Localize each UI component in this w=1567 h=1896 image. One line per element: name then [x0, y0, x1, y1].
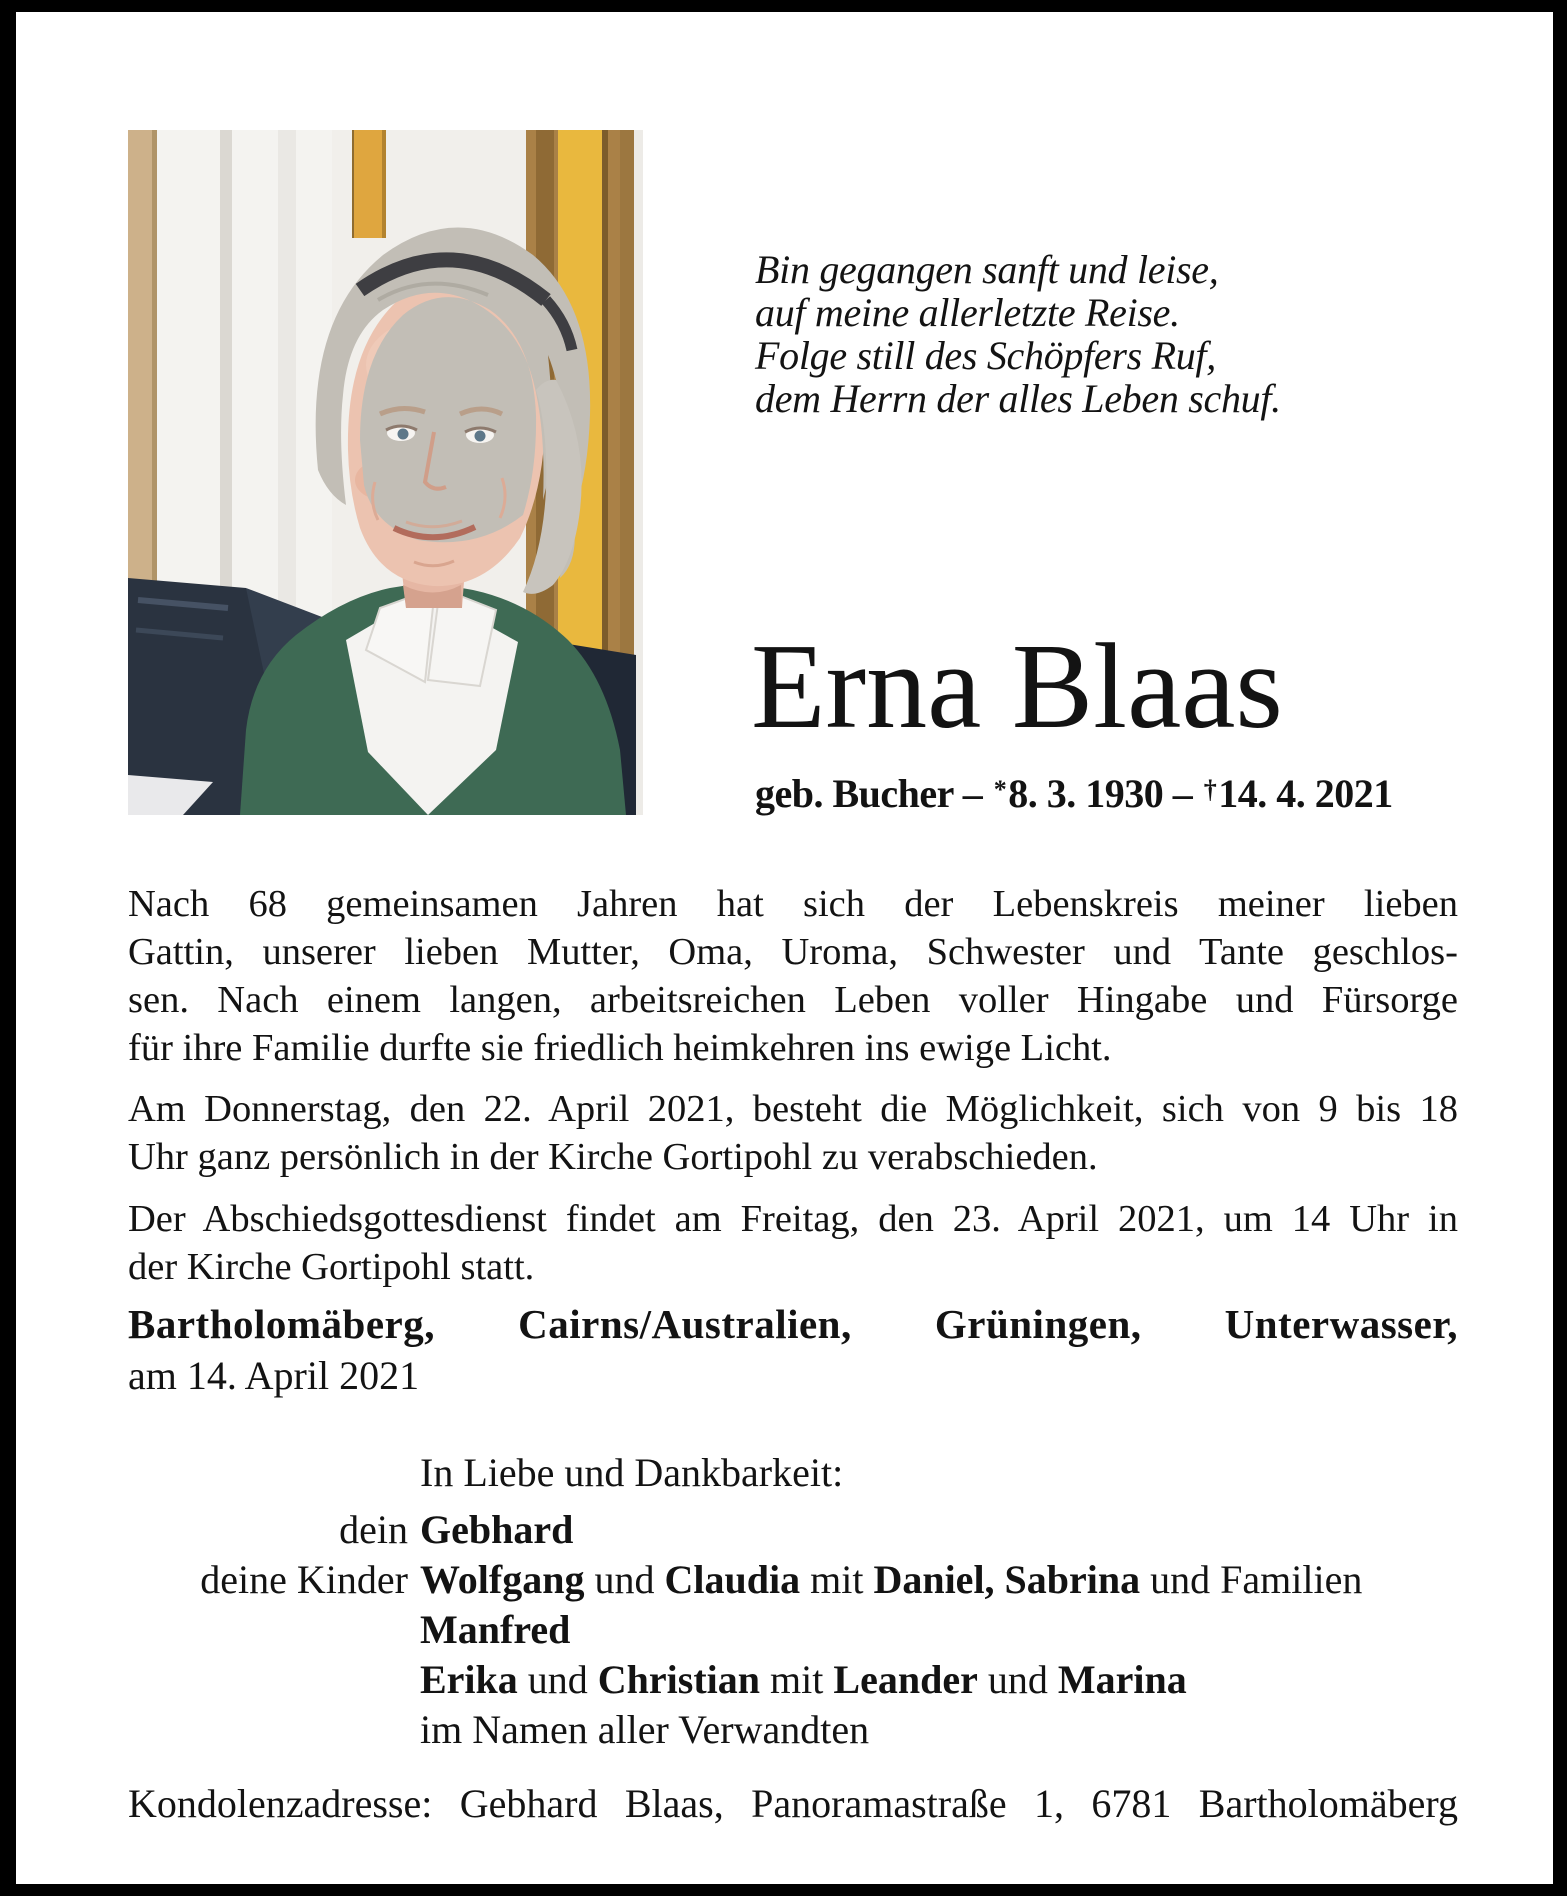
date-line: am 14. April 2021: [128, 1353, 420, 1398]
poem-line: Bin gegangen sanft und leise,: [755, 247, 1219, 292]
family-text: mit: [800, 1557, 874, 1602]
paragraph-line: Gattin, unserer lieben Mutter, Oma, Uroma, Schwester und Tante geschlos-: [128, 931, 1458, 973]
family-name: Leander: [833, 1657, 978, 1702]
family-row-names: [420, 1655, 1468, 1705]
paragraph-line: der Kirche Gortipohl statt.: [128, 1246, 535, 1288]
family-name: Erika: [420, 1657, 518, 1702]
family-row: [128, 1555, 1468, 1605]
paragraph-line: Am Donnerstag, den 22. April 2021, besteht die Möglichkeit, sich von 9 bis 18: [128, 1088, 1458, 1130]
death-date: 14. 4. 2021: [1218, 771, 1393, 816]
family-row: [128, 1505, 1468, 1555]
family-name: Wolfgang: [420, 1557, 585, 1602]
paragraph-line: Der Abschiedsgottesdienst findet am Freitag, den 23. April 2021, um 14 Uhr in: [128, 1198, 1458, 1240]
family-row: [128, 1705, 1468, 1755]
birth-date: 8. 3. 1930 –: [1008, 771, 1202, 816]
obituary-page: [16, 12, 1553, 1884]
birth-death-line: [755, 770, 1393, 817]
condolence-address: Kondolenzadresse: Gebhard Blaas, Panoramastraße 1, 6781 Bartholomäberg: [128, 1781, 1458, 1826]
birth-star-symbol: *: [993, 775, 1007, 804]
family-name: Daniel, Sabrina: [873, 1557, 1141, 1602]
paragraph-life-summary: [128, 880, 1458, 1072]
poem-line: Folge still des Schöpfers Ruf,: [755, 333, 1216, 378]
family-text: und Familien: [1140, 1557, 1363, 1602]
family-name: Claudia: [664, 1557, 801, 1602]
portrait-photo: [128, 130, 643, 815]
family-text: im Namen aller Verwandten: [420, 1707, 870, 1752]
poem-line: auf meine allerletzte Reise.: [755, 290, 1180, 335]
family-list: [128, 1505, 1468, 1755]
family-text: mit: [760, 1657, 834, 1702]
memorial-poem: [755, 248, 1281, 420]
paragraph-line: Nach 68 gemeinsamen Jahren hat sich der Lebenskreis meiner lieben: [128, 883, 1458, 925]
portrait-illustration: [128, 130, 643, 815]
family-row-label: [128, 1705, 420, 1755]
family-intro: In Liebe und Dankbarkeit:: [420, 1450, 844, 1495]
family-row-names: [420, 1555, 1468, 1605]
family-row-names: [420, 1605, 1468, 1655]
family-name: Christian: [597, 1657, 761, 1702]
death-cross-symbol: †: [1203, 775, 1217, 804]
family-row: [128, 1605, 1468, 1655]
family-row: [128, 1655, 1468, 1705]
deceased-name: Erna Blaas: [751, 619, 1283, 754]
maiden-name: geb. Bucher –: [755, 771, 992, 816]
family-row-names: [420, 1705, 1468, 1755]
family-row-label: dein: [339, 1507, 408, 1552]
places-line: Bartholomäberg, Cairns/Australien, Grüningen, Unterwasser,: [128, 1301, 1458, 1347]
paragraph-line: sen. Nach einem langen, arbeitsreichen Leben voller Hingabe und Fürsorge: [128, 979, 1458, 1021]
paragraph-line: Uhr ganz persönlich in der Kirche Gortipohl zu verabschieden.: [128, 1136, 1098, 1178]
poem-line: dem Herrn der alles Leben schuf.: [755, 376, 1281, 421]
family-name: Manfred: [420, 1607, 571, 1652]
family-row-label: [128, 1655, 420, 1705]
family-row-label: deine Kinder: [200, 1557, 408, 1602]
family-text: und: [584, 1557, 665, 1602]
family-text: und: [977, 1657, 1058, 1702]
family-text: und: [517, 1657, 598, 1702]
family-name: Marina: [1057, 1657, 1187, 1702]
family-row-names: [420, 1505, 1468, 1555]
paragraph-farewell-visit: [128, 1085, 1458, 1181]
family-name: Gebhard: [420, 1507, 574, 1552]
family-row-label: [128, 1605, 420, 1655]
paragraph-funeral-service: [128, 1195, 1458, 1291]
paragraph-line: für ihre Familie durfte sie friedlich heimkehren ins ewige Licht.: [128, 1027, 1112, 1069]
